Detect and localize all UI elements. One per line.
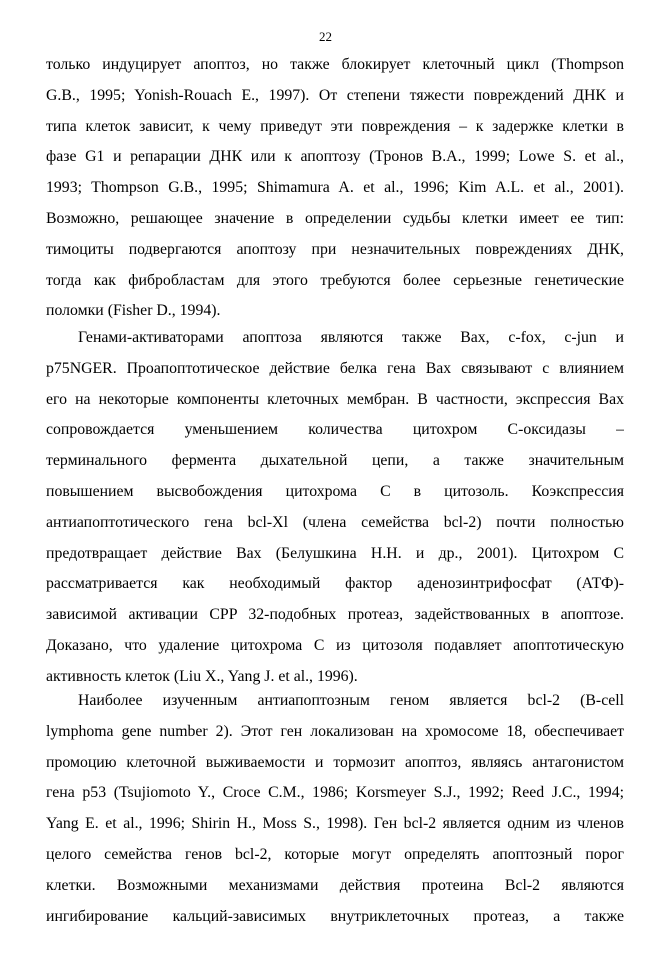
paragraph-3 xyxy=(46,686,624,932)
text-line: гена p53 (Tsujiomoto Y., Croce C.M., 1986; Korsmeyer S.J., 1992; Reed J.C., 1994; xyxy=(46,784,624,802)
text-line: только индуцирует апоптоз, но также блокирует клеточный цикл (Thompson xyxy=(46,56,624,73)
text-line: зависимой активации CPP 32-подобных протеаз, задействованных в апоптозе. xyxy=(46,606,624,624)
text-line: p75NGER. Проапоптотическое действие белка гена Bax связывают с влиянием xyxy=(46,359,624,377)
text-line: Доказано, что удаление цитохрома С из цитозоля подавляет апоптотическую xyxy=(46,636,624,654)
text-line: Генами-активаторами апоптоза являются также Bax, c-fox, c-jun и xyxy=(78,329,624,346)
text-line: терминального фермента дыхательной цепи, а также значительным xyxy=(46,452,624,470)
text-line: антиапоптотического гена bcl-Xl (члена семейства bcl-2) почти полностью xyxy=(46,513,624,531)
paragraph-2 xyxy=(46,323,624,693)
text-line: рассматривается как необходимый фактор аденозинтрифосфат (АТФ)- xyxy=(46,575,624,593)
text-line: промоцию клеточной выживаемости и тормозит апоптоз, являясь антагонистом xyxy=(46,753,624,771)
paragraph-1 xyxy=(46,50,624,327)
text-line: повышением высвобождения цитохрома С в цитозоль. Коэкспрессия xyxy=(46,482,624,500)
text-line: Наиболее изученным антиапоптозным геном является bcl-2 (B-cell xyxy=(78,692,624,709)
text-line: Возможно, решающее значение в определении судьбы клетки имеет ее тип: xyxy=(46,209,624,227)
text-line: Yang E. et al., 1996; Shirin H., Moss S., 1998). Ген bcl-2 является одним из членов xyxy=(46,815,624,833)
text-line: тимоциты подвергаются апоптозу при незначительных повреждениях ДНК, xyxy=(46,240,624,258)
text-line: тогда как фибробластам для этого требуются более серьезные генетические xyxy=(46,271,624,289)
text-line: целого семейства генов bcl-2, которые могут определять апоптозный порог xyxy=(46,845,624,863)
text-line: предотвращает действие Bax (Белушкина Н.Н. и др., 2001). Цитохром С xyxy=(46,544,624,562)
text-line: его на некоторые компоненты клеточных мембран. В частности, экспрессия Bax xyxy=(46,390,624,408)
text-line: поломки (Fisher D., 1994). xyxy=(46,302,221,320)
text-line: 1993; Thompson G.B., 1995; Shimamura A. et al., 1996; Kim A.L. et al., 2001). xyxy=(46,179,624,197)
text-line: сопровождается уменьшением количества цитохром С-оксидазы – xyxy=(46,421,624,439)
page-number: 22 xyxy=(319,29,332,44)
text-line: активность клеток (Liu X., Yang J. et al., 1996). xyxy=(46,667,358,685)
text-line: G.B., 1995; Yonish-Rouach E., 1997). От степени тяжести повреждений ДНК и xyxy=(46,86,624,104)
text-line: клетки. Возможными механизмами действия протеина Bcl-2 являются xyxy=(46,876,624,894)
text-line: lymphoma gene number 2). Этот ген локализован на хромосоме 18, обеспечивает xyxy=(46,722,624,740)
text-line: типа клеток зависит, к чему приведут эти повреждения – к задержке клетки в xyxy=(46,117,624,135)
text-line: фазе G1 и репарации ДНК или к апоптозу (Тронов В.А., 1999; Lowe S. et al., xyxy=(46,148,624,166)
text-line: ингибирование кальций-зависимых внутриклеточных протеаз, а также xyxy=(46,907,624,925)
